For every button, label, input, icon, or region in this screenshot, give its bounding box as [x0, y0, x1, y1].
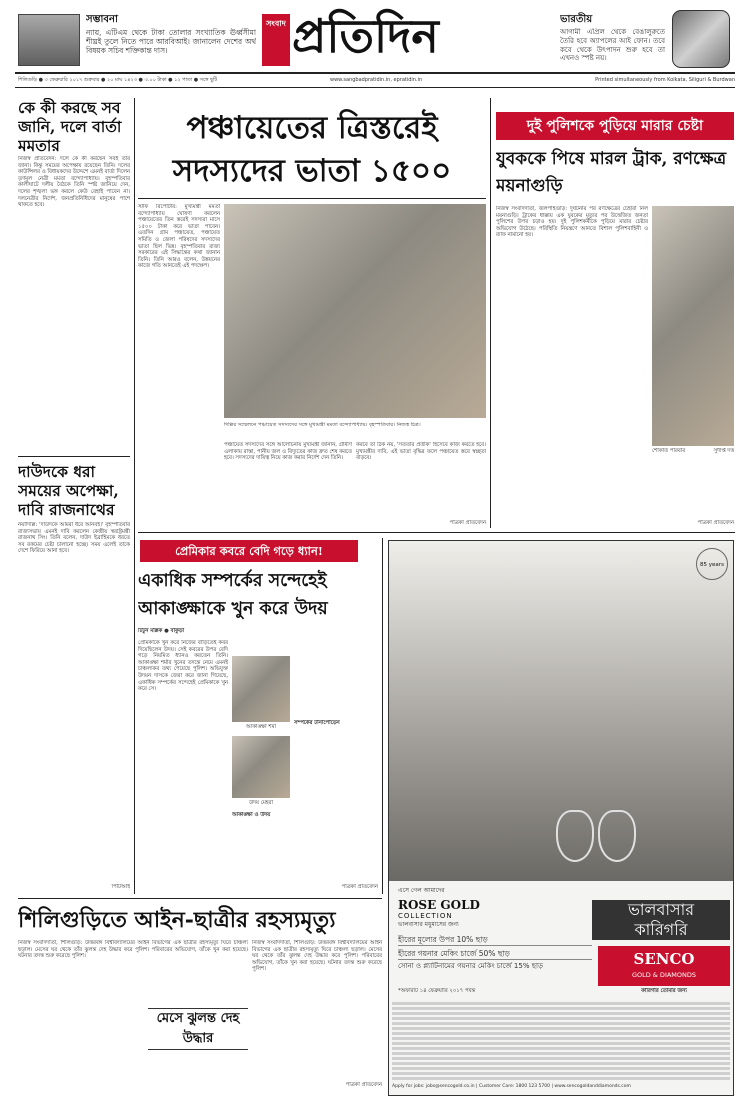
masthead-brand[interactable]: প্রতিদিন	[292, 9, 439, 63]
right-sign: পত্রিকা প্রতিবেদন	[697, 520, 734, 526]
right-photo	[652, 206, 734, 446]
mid-photo-1-label: আকাঙ্ক্ষা শর্মা	[246, 724, 276, 730]
brand-small: সংবাদ	[266, 19, 286, 28]
mid-byline: টিটুন মল্লিক ● বাঁকুড়া	[138, 628, 185, 634]
masthead-left-teaser[interactable]: ন্যায়, এটিএম থেকে টাকা তোলার সংখ্যাতিক ঊর্ধ্বসীমা শীঘ্রই তুলে নিতে পারে আরবিআই। জানালেন দেশের অর্থ বিষয়ক সচিব শক্তিকান্ত দাস।	[86, 28, 256, 56]
lead-body-right: করবে তা ঠিক নয়, 'সততার প্রতীক' হিসেবে কাজ করতে হবে। মুখ্যমন্ত্রীর দাবি, এই ভাতা বৃদ্ধির ফলে পঞ্চায়েত স্তরে স্বচ্ছতা বাড়বে।	[356, 442, 486, 462]
ad-offer-3: সোনা ও প্ল্যাটিনামের গয়নার মেকিং চার্জে 15% ছাড়	[398, 962, 543, 970]
ad-right-text-2: কারিগরি	[592, 920, 730, 940]
ad-tagline-2: ভালবাসার মধুমাসের জন্য	[398, 922, 459, 928]
left-body-2: নয়াদিল্লি: 'দাউদকে আমরা ধরে আনবই।' বৃহস্পতিবার রাজ্যসভায় এমনই দাবি করলেন কেন্দ্রীয় স্বরাষ্ট্রমন্ত্রী রাজনাথ সিং। তিনি বলেন, দাউদ ইব্রাহিমকে ধরতে সব রকমের চেষ্টা চালানো হচ্ছে। সময় এলেই তাকে দেশে ফিরিয়ে আনা হবে।	[18, 522, 130, 555]
ad-right-text-1: ভালবাসার	[592, 900, 730, 920]
printed-note: Printed simultaneously from Kolkata, Siliguri & Burdwan	[595, 77, 735, 83]
ad-validity: *অফারটি ১৪ ফেব্রুয়ারি ২০১৭ পর্যন্ত	[398, 988, 476, 994]
bottom-sub-headline[interactable]: মেসে ঝুলন্ত দেহ উদ্ধার	[148, 1008, 248, 1050]
dateline: শিলিগুড়ি ● ৩ ফেব্রুয়ারি ২০১৭ শুক্রবার ● ২০ মাঘ ১৪২৩ ● ৩.০০ টাকা ● ১২ পাতা ● সঙ্গে ছুটি	[18, 77, 218, 83]
bottom-body: নিজস্ব সংবাদদাতা, শিলিগুড়ি: উত্তরবঙ্গ বিশ্ববিদ্যালয়ের আইন বিভাগের এক ছাত্রীর রহস্যমৃত্যু ঘিরে চাঞ্চল্য ছড়াল। মেসের ঘর থেকে তাঁর ঝুলন্ত দেহ উদ্ধার করে পুলিশ। পরিবারের অভিযোগ, তাঁকে খুন করা হয়েছে। ঘটনার তদন্ত শুরু করেছে পুলিশ।	[18, 940, 248, 960]
mid-side-note: সম্পর্কের টানাপোড়েন	[294, 720, 340, 726]
ad-brand-tag: কারিগরি তোমার জন্য	[641, 988, 687, 994]
lead-headline-1[interactable]: পঞ্চায়েতের ত্রিস্তরেই	[186, 110, 438, 146]
ad-footer[interactable]: Apply for jobs: jobs@sencogold.co.in | Customer Care: 1800 123 5700 | www.sencogoldanddiamonds.com	[392, 1084, 631, 1089]
masthead-right-teaser[interactable]: আগামী এপ্রিল থেকে বেঙালুরুতে তৈরি হবে অ্যাপলের আই ফোন। তবে কবে থেকে উৎপাদন শুরু হবে তা এখনও স্পষ্ট নয়।	[560, 28, 665, 63]
right-caption-credit: সুদীপ্ত দত্ত	[713, 448, 734, 454]
ad-earring-icon	[556, 810, 594, 862]
lead-photo	[224, 204, 486, 418]
bottom-sign: পত্রিকা প্রতিবেদন	[345, 1082, 382, 1088]
ad-address-block	[392, 1000, 730, 1080]
right-headline[interactable]: যুবককে পিষে মারল ট্রাক, রণক্ষেত্র ময়নাগুড়ি	[496, 149, 727, 196]
ad-brand: SENCO	[633, 950, 695, 968]
lead-caption: দিল্লির সম্মেলনে পঞ্চায়েত সদস্যদের সঙ্গে মুখ্যমন্ত্রী মমতা বন্দ্যোপাধ্যায়। বৃহস্পতিবার। নিজস্ব চিত্র।	[224, 422, 421, 428]
left-headline-1[interactable]: কে কী করছে সব জানি, দলে বার্তা মমতার	[18, 98, 122, 154]
mid-photo-2	[232, 736, 290, 798]
ad-rose-gold: ROSE GOLD	[398, 898, 480, 912]
ad-offer-1: হীরের মূল্যের উপর 10% ছাড়	[398, 934, 592, 946]
right-caption-label: শোকার্ত পরিবার	[652, 448, 686, 454]
left-body-1: নিজস্ব প্রতিবেদন: দলে কে কী করছেন সবই তাঁর জানা। কিন্তু সময়ের অপেক্ষায় রয়েছেন তিনি। দলের কাউন্সিলর ও বিধায়কদের উদ্দেশে এমনই বার্তা দিলেন তৃণমূল নেত্রী মমতা বন্দ্যোপাধ্যায়। বৃহস্পতিবার কালীঘাটে দলীয় বৈঠকে তিনি স্পষ্ট জানিয়ে দেন, দলের শৃঙ্খলা ভঙ্গ করলে কেউ রেহাই পাবেন না। দলনেত্রীর নির্দেশ, জনপ্রতিনিধিদের মানুষের পাশে থাকতে হবে।	[18, 156, 130, 209]
masthead-right-label: ভারতীয়	[560, 14, 593, 25]
ad-earring-icon-2	[598, 810, 636, 862]
mid-sign: পত্রিকা প্রতিবেদন	[341, 884, 378, 890]
mid-bullet: আকাঙ্ক্ষা ও উদয়	[232, 812, 271, 818]
mid-headline-2[interactable]: আকাঙ্ক্ষাকে খুন করে উদয়	[138, 599, 328, 619]
mid-headline-1[interactable]: একাধিক সম্পর্কের সন্দেহেই	[138, 571, 327, 591]
masthead-left-photo	[18, 14, 80, 66]
left-headline-2[interactable]: দাউদকে ধরা সময়ের অপেক্ষা, দাবি রাজনাথের	[18, 462, 119, 519]
ad-collection: COLLECTION	[398, 912, 453, 920]
mid-kicker[interactable]: প্রেমিকার কবরে বেদি গড়ে ধ্যান!	[175, 544, 323, 558]
lead-body-left: স্টাফ রিপোর্টার: মুখ্যমন্ত্রী মমতা বন্দ্যোপাধ্যায় ঘোষণা করলেন পঞ্চায়েতের তিন স্তরেই সদস্যরা মাসে ১৫০০ টাকা করে ভাতা পাবেন। এতদিন গ্রাম পঞ্চায়েত, পঞ্চায়েত সমিতি ও জেলা পরিষদের সদস্যদের ভাতা ছিল ভিন্ন। বৃহস্পতিবার রাজ্য সরকারের এই সিদ্ধান্তের কথা জানান তিনি। তিনি আরও বলেন, উন্নয়নের কাজে গতি আনতেই এই পদক্ষেপ।	[138, 204, 220, 270]
lead-headline-2[interactable]: সদস্যদের ভাতা ১৫০০	[172, 153, 452, 189]
left-sign: পিটিআই	[111, 884, 130, 890]
mid-photo-1	[232, 656, 290, 722]
bottom-headline[interactable]: শিলিগুড়িতে আইন-ছাত্রীর রহস্যমৃত্যু	[18, 907, 336, 933]
ad-tagline-1: এসে গেল আমাদের	[398, 888, 445, 894]
bottom-body-right: নিজস্ব সংবাদদাতা, শিলিগুড়ি: উত্তরবঙ্গ বিশ্ববিদ্যালয়ের আইন বিভাগের এক ছাত্রীর রহস্যমৃত্যু ঘিরে চাঞ্চল্য ছড়াল। মেসের ঘর থেকে তাঁর ঝুলন্ত দেহ উদ্ধার করে পুলিশ। পরিবারের অভিযোগ, তাঁকে খুন করা হয়েছে। ঘটনার তদন্ত শুরু করেছে পুলিশ।	[252, 940, 382, 973]
ad-offer-2: হীরের গয়নার মেকিং চার্জে 50% ছাড়	[398, 948, 592, 960]
right-kicker[interactable]: দুই পুলিশকে পুড়িয়ে মারার চেষ্টা	[526, 118, 704, 134]
site-url[interactable]: www.sangbadpratidin.in, epratidin.in	[330, 77, 423, 83]
mid-photo-2-label: উদয় মেহরা	[248, 800, 274, 806]
lead-body-mid: পঞ্চায়েত সদস্যদের সঙ্গে আলোচনায় মুখ্যমন্ত্রী জানান, গ্রামীণ এলাকায় রাস্তা, পানীয় জল ও বিদ্যুতের কাজ দ্রুত শেষ করতে হবে। সদস্যদের দায়িত্ব নিয়ে কাজ করার নির্দেশ দেন তিনি।	[224, 442, 352, 462]
phone-image	[672, 10, 730, 68]
right-body: নিজস্ব সংবাদদাতা, জলপাইগুড়ি: দুর্ঘটনার পর রণক্ষেত্রের চেহারা নিল ময়নাগুড়ি। ট্রাকের ধাক্কায় এক যুবকের মৃত্যুর পর উত্তেজিত জনতা পুলিশের উপর চড়াও হয়। দুই পুলিশকর্মীকে পুড়িয়ে মারার চেষ্টার অভিযোগ উঠেছে। পরিস্থিতি নিয়ন্ত্রণে আনতে বিশাল পুলিশবাহিনী ও র‍্যাফ নামানো হয়।	[496, 206, 648, 239]
ad-brand-sub: GOLD & DIAMONDS	[631, 971, 697, 979]
mid-body: প্রেমিকাকে খুন করে নিজের বাড়িতেই কবর দিয়েছিলেন উদয়। সেই কবরের উপর বেদি গড়ে নিয়মিত ধ্যানও করতেন তিনি। আকাঙ্ক্ষা শর্মার খুনের তদন্তে নেমে এমনই চাঞ্চল্যকর তথ্য পেয়েছে পুলিশ। অভিযুক্ত উদয়ন দাসকে জেরা করে জানা গিয়েছে, একাধিক সম্পর্কের সন্দেহেই প্রেমিকাকে খুন করে সে।	[138, 640, 228, 693]
masthead-left-label: সম্ভাবনা	[86, 14, 118, 25]
lead-sign: পত্রিকা প্রতিবেদন	[449, 520, 486, 526]
ad-anniversary-badge: 85 years	[696, 548, 728, 580]
